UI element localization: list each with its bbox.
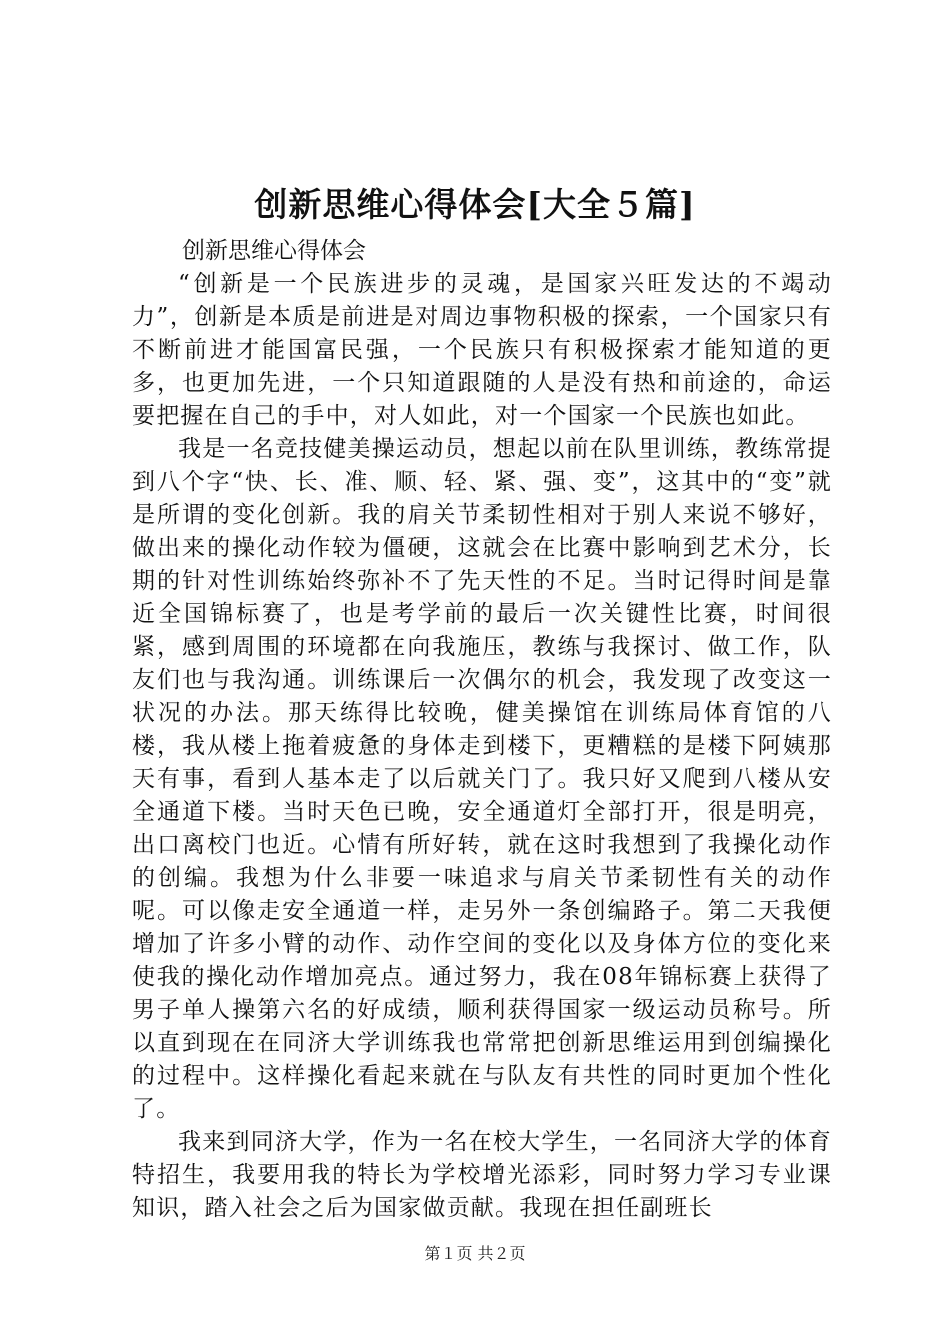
paragraph-3: 我来到同济大学，作为一名在校大学生，一名同济大学的体育特招生，我要用我的特长为学校增光添彩，同时努力学习专业课知识，踏入社会之后为国家做贡献。我现在担任副班长: [132, 1129, 832, 1221]
document-body: [132, 235, 832, 1225]
section-subheading: 创新思维心得体会: [182, 238, 366, 264]
document-title: 创新思维心得体会[大全５篇]: [254, 185, 696, 224]
page-footer: 第１页 共２页: [424, 1244, 526, 1263]
paragraph-2: 我是一名竞技健美操运动员，想起以前在队里训练，教练常提到八个字“快、长、准、顺、轻、紧、强、变”，这其中的“变”就是所谓的变化创新。我的肩关节柔韧性相对于别人来说不够好，做出来的操化动作较为僵硬，这就会在比赛中影响到艺术分，长期的针对性训练始终弥补不了先天性的不足。当时记得时间是靠近全国锦标赛了，也是考学前的最后一次关键性比赛，时间很紧，感到周围的环境都在向我施压，教练与我探讨、做工作，队友们也与我沟通。训练课后一次偶尔的机会，我发现了改变这一状况的办法。那天练得比较晚，健美操馆在训练局体育馆的八楼，我从楼上拖着疲惫的身体走到楼下，更糟糕的是楼下阿姨那天有事，看到人基本走了以后就关门了。我只好又爬到八楼从安全通道下楼。当时天色已晚，安全通道灯全部打开，很是明亮，出口离校门也近。心情有所好转，就在这时我想到了我操化动作的创编。我想为什么非要一味追求与肩关节柔韧性有关的动作呢。可以像走安全通道一样，走另外一条创编路子。第二天我便增加了许多小臂的动作、动作空间的变化以及身体方位的变化来使我的操化动作增加亮点。通过努力，我在08年锦标赛上获得了男子单人操第六名的好成绩，顺利获得国家一级运动员称号。所以直到现在在同济大学训练我也常常把创新思维运用到创编操化的过程中。这样操化看起来就在与队友有共性的同时更加个性化了。: [132, 436, 832, 1122]
paragraph-1: “创新是一个民族进步的灵魂，是国家兴旺发达的不竭动力”，创新是本质是前进是对周边事物积极的探索，一个国家只有不断前进才能国富民强，一个民族只有积极探索才能知道的更多，也更加先进，一个只知道跟随的人是没有热和前途的，命运要把握在自己的手中，对人如此，对一个国家一个民族也如此。: [132, 271, 832, 429]
